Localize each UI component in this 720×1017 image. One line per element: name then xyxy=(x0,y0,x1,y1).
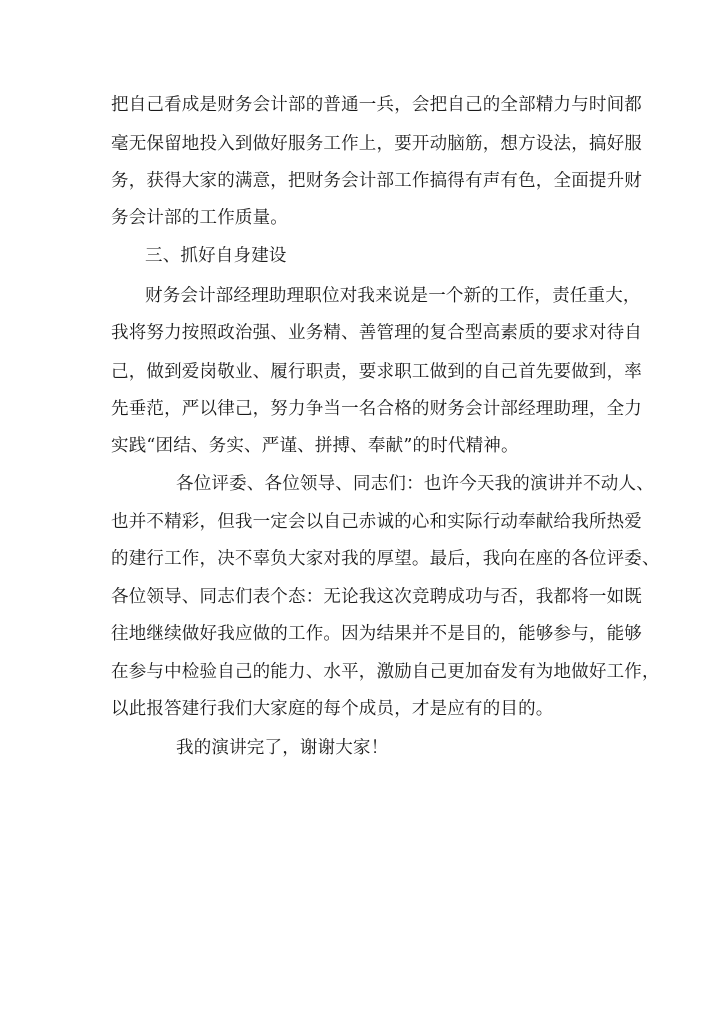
text-line: 务会计部的工作质量。 xyxy=(111,208,288,228)
text-line: 在参与中检验自己的能力、水平，激励自己更加奋发有为地做好工作， xyxy=(111,662,660,682)
text-line: 务，获得大家的满意，把财务会计部工作搞得有声有色，全面提升财 xyxy=(111,171,642,191)
closing-line: 我的演讲完了，谢谢大家！ xyxy=(176,738,389,758)
text-line: 我将努力按照政治强、业务精、善管理的复合型高素质的要求对待自 xyxy=(111,323,642,343)
text-line: 财务会计部经理助理职位对我来说是一个新的工作，责任重大， xyxy=(145,286,641,306)
text-line: 毫无保留地投入到做好服务工作上，要开动脑筋，想方设法，搞好服 xyxy=(111,134,642,154)
text-line: 各位评委、各位领导、同志们：也许今天我的演讲并不动人、 xyxy=(176,474,654,494)
text-line: 以此报答建行我们大家庭的每个成员，才是应有的目的。 xyxy=(111,699,554,719)
text-line: 实践“团结、务实、严谨、拼搏、奉献”的时代精神。 xyxy=(111,436,519,456)
text-line: 往地继续做好我应做的工作。因为结果并不是目的，能够参与，能够 xyxy=(111,624,642,644)
text-line: 把自己看成是财务会计部的普通一兵，会把自己的全部精力与时间都 xyxy=(111,95,642,115)
text-line: 己，做到爱岗敬业、履行职责，要求职工做到的自己首先要做到，率 xyxy=(111,362,642,382)
text-line: 先垂范，严以律己，努力争当一名合格的财务会计部经理助理，全力 xyxy=(111,399,642,419)
text-line: 各位领导、同志们表个态：无论我这次竞聘成功与否，我都将一如既 xyxy=(111,587,642,607)
text-line: 也并不精彩，但我一定会以自己赤诚的心和实际行动奉献给我所热爱 xyxy=(111,512,642,532)
text-line: 的建行工作，决不辜负大家对我的厚望。最后，我向在座的各位评委、 xyxy=(111,549,660,569)
section-heading: 三、抓好自身建设 xyxy=(145,246,287,266)
